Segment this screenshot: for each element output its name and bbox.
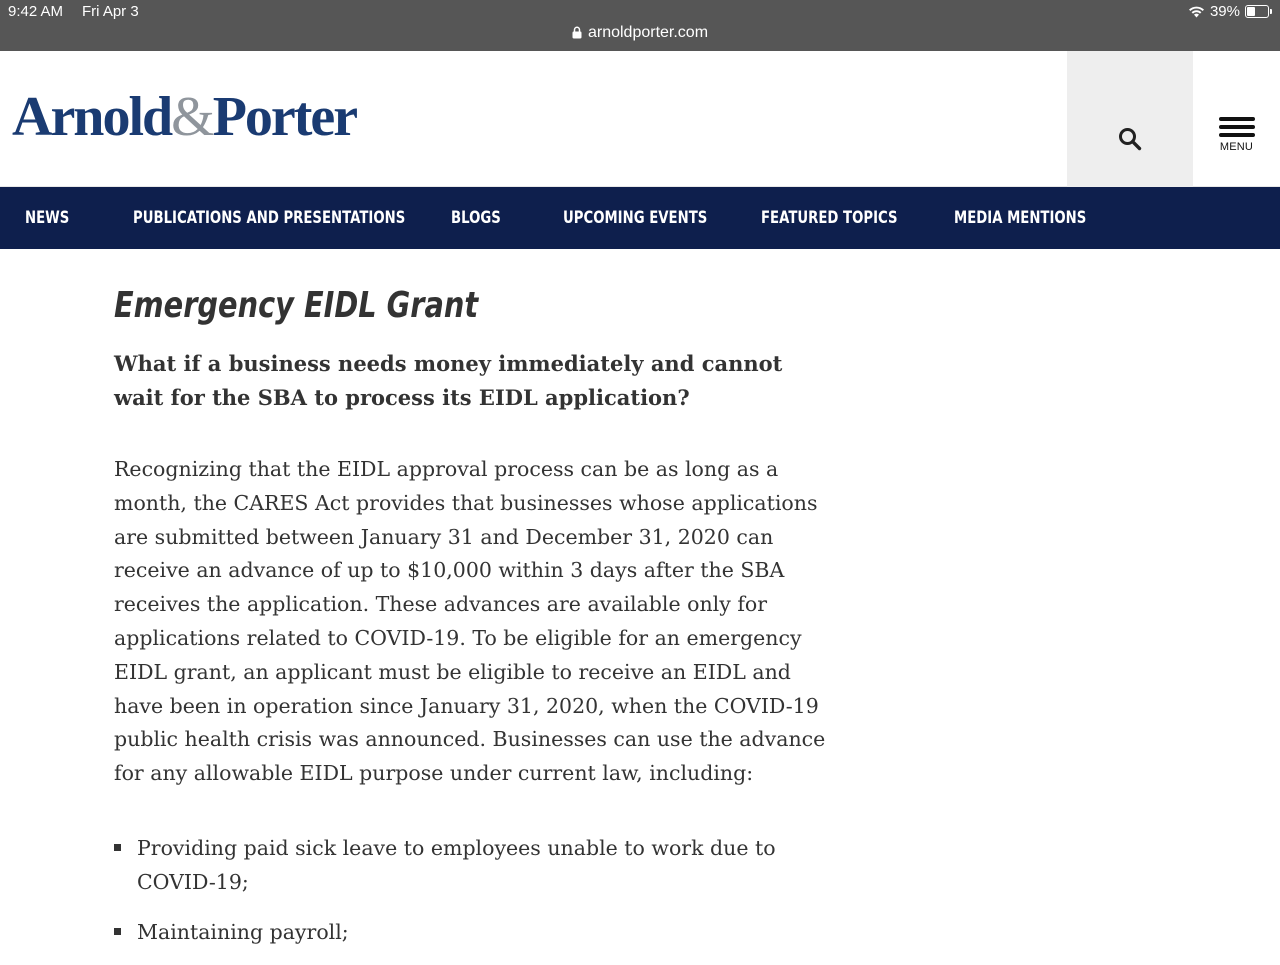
list-item-text: Maintaining payroll; xyxy=(137,919,349,944)
nav-item-publications-and-presentations[interactable]: PUBLICATIONS AND PRESENTATIONS xyxy=(133,208,406,228)
list-item xyxy=(114,831,836,899)
bullet-square-icon xyxy=(114,844,121,851)
bullet-list xyxy=(114,831,844,949)
battery-icon xyxy=(1245,5,1272,18)
nav-item-featured-topics[interactable]: FEATURED TOPICS xyxy=(761,208,898,228)
logo-text-porter: Porter xyxy=(212,86,357,148)
nav-item-media-mentions[interactable]: MEDIA MENTIONS xyxy=(954,208,1087,228)
wifi-icon xyxy=(1188,5,1205,18)
logo-ampersand: & xyxy=(171,86,213,148)
article-content xyxy=(114,280,844,965)
main-navigation xyxy=(0,187,1280,249)
hamburger-menu-icon xyxy=(1219,117,1255,141)
nav-item-blogs[interactable]: BLOGS xyxy=(451,208,501,228)
article-title: Emergency EIDL Grant xyxy=(114,285,479,326)
nav-item-news[interactable]: NEWS xyxy=(25,208,70,228)
search-icon xyxy=(1118,127,1142,156)
status-date: Fri Apr 3 xyxy=(82,3,139,20)
article-subhead: What if a business needs money immediately and cannot wait for the SBA to process its EIDL application? xyxy=(114,351,783,410)
search-button[interactable] xyxy=(1067,51,1193,187)
site-logo[interactable] xyxy=(12,86,357,148)
logo-text-arnold: Arnold xyxy=(12,86,172,148)
menu-button[interactable] xyxy=(1193,51,1280,187)
bullet-square-icon xyxy=(114,928,121,935)
status-time: 9:42 AM xyxy=(8,3,64,20)
menu-label: MENU xyxy=(1219,141,1254,153)
list-item-text: Providing paid sick leave to employees unable to work due to COVID-19; xyxy=(137,835,776,894)
battery-fill xyxy=(1247,7,1255,16)
url-text: arnoldporter.com xyxy=(587,24,709,41)
lock-icon xyxy=(572,26,582,44)
address-bar[interactable] xyxy=(0,24,1280,44)
list-item xyxy=(114,915,836,949)
browser-status-bar xyxy=(0,0,1280,51)
status-indicators xyxy=(1188,3,1272,20)
site-header xyxy=(0,51,1280,187)
article-body-paragraph: Recognizing that the EIDL approval process can be as long as a month, the CARES Act provides that businesses whose applications are submitted between January 31 and December 31, 2020 can receive an advance of up to $10,000 within 3 days after the SBA receives the application. These advances are available only for applications related to COVID-19. To be eligible for an emergency EIDL grant, an applicant must be eligible to receive an EIDL and have been in operation since January 31, 2020, when the COVID-19 public health crisis was announced. Businesses can use the advance for any allowable EIDL purpose under current law, including: xyxy=(114,457,826,786)
battery-percent: 39% xyxy=(1209,3,1240,20)
nav-item-upcoming-events[interactable]: UPCOMING EVENTS xyxy=(563,208,708,228)
